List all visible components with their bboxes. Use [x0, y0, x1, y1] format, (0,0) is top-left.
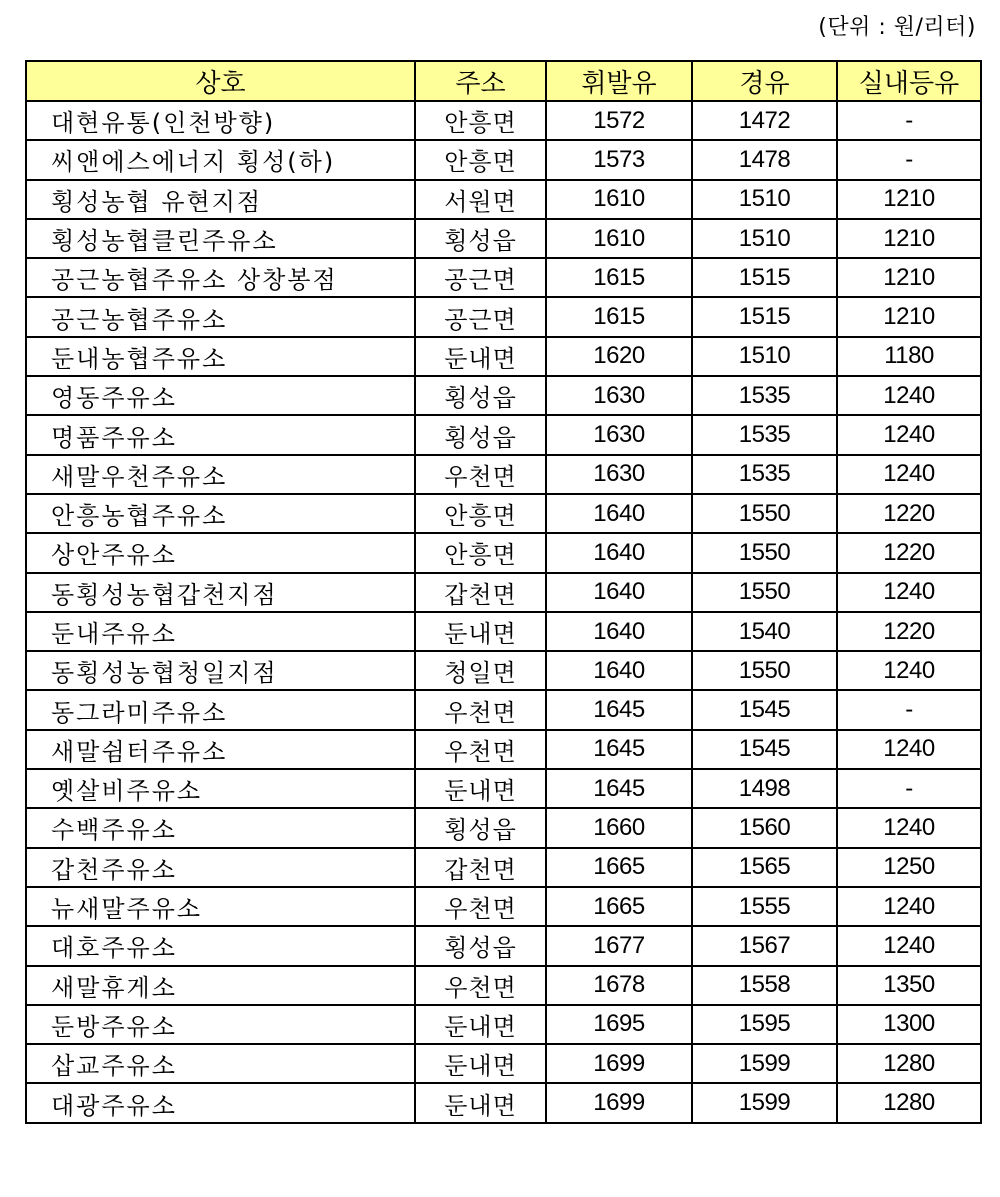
kerosene-price-cell: 1180	[837, 337, 981, 376]
address-cell: 우천면	[415, 966, 546, 1005]
kerosene-price-cell: 1280	[837, 1083, 981, 1122]
table-row	[26, 376, 981, 415]
diesel-price-cell: 1540	[692, 612, 837, 651]
column-header-name: 상호	[26, 61, 415, 101]
station-name-cell: 새말휴게소	[26, 966, 415, 1005]
kerosene-price-cell: -	[837, 769, 981, 808]
address-cell: 횡성읍	[415, 808, 546, 847]
table-row	[26, 926, 981, 965]
table-row	[26, 966, 981, 1005]
address-cell: 안흥면	[415, 494, 546, 533]
kerosene-price-cell: 1240	[837, 651, 981, 690]
station-name-cell: 수백주유소	[26, 808, 415, 847]
kerosene-price-cell: 1300	[837, 1005, 981, 1044]
address-cell: 갑천면	[415, 573, 546, 612]
table-body	[26, 101, 981, 1123]
address-cell: 둔내면	[415, 769, 546, 808]
table-row	[26, 690, 981, 729]
kerosene-price-cell: 1240	[837, 376, 981, 415]
gasoline-price-cell: 1630	[546, 415, 692, 454]
diesel-price-cell: 1478	[692, 140, 837, 179]
table-row	[26, 415, 981, 454]
station-name-cell: 영동주유소	[26, 376, 415, 415]
station-name-cell: 동그라미주유소	[26, 690, 415, 729]
address-cell: 우천면	[415, 887, 546, 926]
table-row	[26, 219, 981, 258]
station-name-cell: 대광주유소	[26, 1083, 415, 1122]
address-cell: 공근면	[415, 258, 546, 297]
table-row	[26, 769, 981, 808]
kerosene-price-cell: 1220	[837, 612, 981, 651]
address-cell: 서원면	[415, 180, 546, 219]
station-name-cell: 둔방주유소	[26, 1005, 415, 1044]
kerosene-price-cell: 1210	[837, 219, 981, 258]
station-name-cell: 공근농협주유소	[26, 297, 415, 336]
diesel-price-cell: 1472	[692, 101, 837, 140]
station-name-cell: 횡성농협클린주유소	[26, 219, 415, 258]
address-cell: 우천면	[415, 730, 546, 769]
diesel-price-cell: 1515	[692, 258, 837, 297]
address-cell: 둔내면	[415, 1005, 546, 1044]
table-row	[26, 573, 981, 612]
table-row	[26, 297, 981, 336]
station-name-cell: 명품주유소	[26, 415, 415, 454]
address-cell: 횡성읍	[415, 926, 546, 965]
station-name-cell: 새말우천주유소	[26, 455, 415, 494]
address-cell: 우천면	[415, 455, 546, 494]
diesel-price-cell: 1535	[692, 415, 837, 454]
station-name-cell: 둔내주유소	[26, 612, 415, 651]
diesel-price-cell: 1545	[692, 690, 837, 729]
address-cell: 안흥면	[415, 140, 546, 179]
gasoline-price-cell: 1699	[546, 1083, 692, 1122]
gasoline-price-cell: 1572	[546, 101, 692, 140]
kerosene-price-cell: 1210	[837, 297, 981, 336]
kerosene-price-cell: 1250	[837, 848, 981, 887]
diesel-price-cell: 1545	[692, 730, 837, 769]
table-row	[26, 180, 981, 219]
address-cell: 둔내면	[415, 337, 546, 376]
address-cell: 둔내면	[415, 1083, 546, 1122]
diesel-price-cell: 1599	[692, 1083, 837, 1122]
station-name-cell: 삽교주유소	[26, 1044, 415, 1083]
gasoline-price-cell: 1610	[546, 219, 692, 258]
address-cell: 청일면	[415, 651, 546, 690]
address-cell: 우천면	[415, 690, 546, 729]
gasoline-price-cell: 1645	[546, 730, 692, 769]
station-name-cell: 둔내농협주유소	[26, 337, 415, 376]
gasoline-price-cell: 1630	[546, 455, 692, 494]
address-cell: 갑천면	[415, 848, 546, 887]
gasoline-price-cell: 1640	[546, 651, 692, 690]
address-cell: 안흥면	[415, 101, 546, 140]
address-cell: 공근면	[415, 297, 546, 336]
table-row	[26, 494, 981, 533]
station-name-cell: 동횡성농협청일지점	[26, 651, 415, 690]
gasoline-price-cell: 1620	[546, 337, 692, 376]
kerosene-price-cell: 1210	[837, 180, 981, 219]
header-row	[26, 61, 981, 101]
diesel-price-cell: 1565	[692, 848, 837, 887]
diesel-price-cell: 1560	[692, 808, 837, 847]
gasoline-price-cell: 1645	[546, 769, 692, 808]
kerosene-price-cell: 1220	[837, 533, 981, 572]
kerosene-price-cell: 1220	[837, 494, 981, 533]
gasoline-price-cell: 1573	[546, 140, 692, 179]
table-row	[26, 808, 981, 847]
kerosene-price-cell: 1210	[837, 258, 981, 297]
table-row	[26, 887, 981, 926]
kerosene-price-cell: 1280	[837, 1044, 981, 1083]
gasoline-price-cell: 1640	[546, 533, 692, 572]
column-header-address: 주소	[415, 61, 546, 101]
gasoline-price-cell: 1678	[546, 966, 692, 1005]
gasoline-price-cell: 1695	[546, 1005, 692, 1044]
kerosene-price-cell: 1240	[837, 926, 981, 965]
table-row	[26, 455, 981, 494]
table-row	[26, 533, 981, 572]
station-name-cell: 옛살비주유소	[26, 769, 415, 808]
diesel-price-cell: 1550	[692, 533, 837, 572]
diesel-price-cell: 1599	[692, 1044, 837, 1083]
diesel-price-cell: 1555	[692, 887, 837, 926]
table-row	[26, 101, 981, 140]
table-row	[26, 1044, 981, 1083]
table-row	[26, 848, 981, 887]
kerosene-price-cell: 1240	[837, 573, 981, 612]
station-name-cell: 씨앤에스에너지 횡성(하)	[26, 140, 415, 179]
diesel-price-cell: 1567	[692, 926, 837, 965]
unit-note: (단위 : 원/리터)	[818, 15, 976, 40]
diesel-price-cell: 1510	[692, 180, 837, 219]
station-name-cell: 새말쉼터주유소	[26, 730, 415, 769]
gasoline-price-cell: 1640	[546, 494, 692, 533]
kerosene-price-cell: 1240	[837, 730, 981, 769]
station-name-cell: 상안주유소	[26, 533, 415, 572]
address-cell: 횡성읍	[415, 415, 546, 454]
diesel-price-cell: 1535	[692, 455, 837, 494]
diesel-price-cell: 1595	[692, 1005, 837, 1044]
station-name-cell: 갑천주유소	[26, 848, 415, 887]
table-row	[26, 730, 981, 769]
station-name-cell: 안흥농협주유소	[26, 494, 415, 533]
table-row	[26, 612, 981, 651]
gasoline-price-cell: 1699	[546, 1044, 692, 1083]
table-row	[26, 337, 981, 376]
column-header-diesel: 경유	[692, 61, 837, 101]
station-name-cell: 공근농협주유소 상창봉점	[26, 258, 415, 297]
address-cell: 둔내면	[415, 1044, 546, 1083]
address-cell: 둔내면	[415, 612, 546, 651]
gasoline-price-cell: 1615	[546, 258, 692, 297]
diesel-price-cell: 1498	[692, 769, 837, 808]
diesel-price-cell: 1550	[692, 494, 837, 533]
column-header-gasoline: 휘발유	[546, 61, 692, 101]
gasoline-price-cell: 1645	[546, 690, 692, 729]
kerosene-price-cell: -	[837, 690, 981, 729]
kerosene-price-cell: -	[837, 140, 981, 179]
station-name-cell: 대현유통(인천방향)	[26, 101, 415, 140]
kerosene-price-cell: 1240	[837, 415, 981, 454]
column-header-kerosene: 실내등유	[837, 61, 981, 101]
station-name-cell: 뉴새말주유소	[26, 887, 415, 926]
kerosene-price-cell: 1350	[837, 966, 981, 1005]
fuel-price-table	[25, 60, 982, 1124]
table-row	[26, 1005, 981, 1044]
table-row	[26, 140, 981, 179]
gasoline-price-cell: 1665	[546, 848, 692, 887]
gasoline-price-cell: 1610	[546, 180, 692, 219]
kerosene-price-cell: 1240	[837, 887, 981, 926]
station-name-cell: 동횡성농협갑천지점	[26, 573, 415, 612]
address-cell: 횡성읍	[415, 219, 546, 258]
gasoline-price-cell: 1630	[546, 376, 692, 415]
kerosene-price-cell: 1240	[837, 455, 981, 494]
diesel-price-cell: 1535	[692, 376, 837, 415]
address-cell: 횡성읍	[415, 376, 546, 415]
diesel-price-cell: 1515	[692, 297, 837, 336]
gasoline-price-cell: 1660	[546, 808, 692, 847]
diesel-price-cell: 1510	[692, 337, 837, 376]
gasoline-price-cell: 1640	[546, 573, 692, 612]
gasoline-price-cell: 1640	[546, 612, 692, 651]
table-row	[26, 651, 981, 690]
diesel-price-cell: 1558	[692, 966, 837, 1005]
diesel-price-cell: 1550	[692, 651, 837, 690]
address-cell: 안흥면	[415, 533, 546, 572]
table-header	[26, 61, 981, 101]
gasoline-price-cell: 1677	[546, 926, 692, 965]
table-row	[26, 258, 981, 297]
table-row	[26, 1083, 981, 1122]
gasoline-price-cell: 1615	[546, 297, 692, 336]
gasoline-price-cell: 1665	[546, 887, 692, 926]
diesel-price-cell: 1510	[692, 219, 837, 258]
kerosene-price-cell: -	[837, 101, 981, 140]
diesel-price-cell: 1550	[692, 573, 837, 612]
station-name-cell: 대호주유소	[26, 926, 415, 965]
station-name-cell: 횡성농협 유현지점	[26, 180, 415, 219]
kerosene-price-cell: 1240	[837, 808, 981, 847]
